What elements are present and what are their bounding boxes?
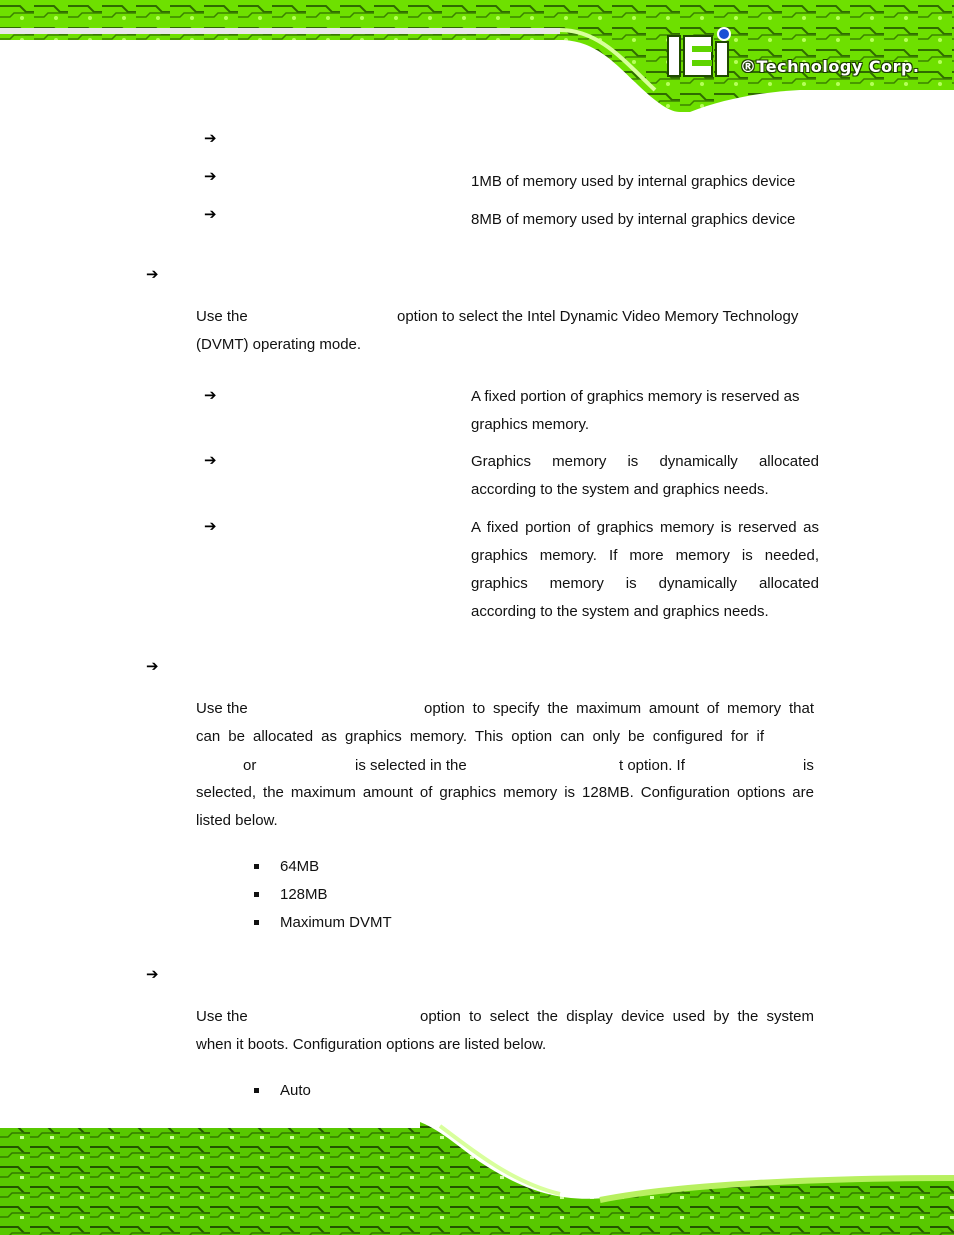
arrow-icon: ➔ xyxy=(204,451,217,469)
dvmt-size-line3-selected: is selected in the xyxy=(355,757,467,774)
dvmt-option-fixed: A fixed portion of graphics memory is reserved as graphics memory. xyxy=(471,388,800,433)
boot-display-line2: when it boots. Configuration options are listed below. xyxy=(196,1036,547,1053)
dvmt-mode-text-a: Use the xyxy=(196,308,248,325)
dvmt-size-text-a: Use the xyxy=(196,700,248,717)
arrow-icon: ➔ xyxy=(204,386,217,404)
boot-display-text-b: option to select the display device used by the system xyxy=(420,1008,814,1025)
bullet-icon xyxy=(254,892,259,897)
dvmt-option-dvmt: Graphics memory is dynamically allocated according to the system and graphics needs. xyxy=(471,453,819,498)
list-item: Maximum DVMT xyxy=(280,914,392,931)
dvmt-size-text-b: option to specify the maximum amount of memory that xyxy=(424,700,814,717)
list-item: 64MB xyxy=(280,858,320,875)
list-item: Auto xyxy=(280,1082,311,1099)
section-arrow-icon: ➔ xyxy=(146,265,159,283)
bullet-icon xyxy=(254,920,259,925)
dvmt-mode-text-line2: (DVMT) operating mode. xyxy=(196,336,362,353)
pcb-footer-art xyxy=(0,1122,954,1235)
dvmt-mode-text-b: option to select the Intel Dynamic Video Memory Technology xyxy=(397,308,799,325)
dvmt-option-both: A fixed portion of graphics memory is reserved as graphics memory. If more memory is needed, graphics memory is dynamically allocated according to the system and graphics needs. xyxy=(471,519,819,620)
arrow-icon: ➔ xyxy=(204,167,217,185)
dvmt-size-line3-option: t option. If xyxy=(619,757,685,774)
option-desc-8mb: 8MB of memory used by internal graphics device xyxy=(471,211,796,228)
arrow-icon: ➔ xyxy=(204,517,217,535)
bullet-icon xyxy=(254,864,259,869)
boot-display-text-a: Use the xyxy=(196,1008,248,1025)
footer-banner xyxy=(0,1122,954,1235)
dvmt-size-line2: can be allocated as graphics memory. This option can only be configured for if xyxy=(196,728,764,745)
list-item: 128MB xyxy=(280,886,328,903)
option-desc-1mb: 1MB of memory used by internal graphics device xyxy=(471,173,796,190)
dvmt-size-line4: selected, the maximum amount of graphics memory is 128MB. Configuration options are xyxy=(196,784,814,801)
dvmt-size-line3-is: is xyxy=(803,757,814,774)
dvmt-size-line5: listed below. xyxy=(196,812,278,829)
arrow-icon: ➔ xyxy=(204,129,217,147)
company-name: ®Technology Corp. xyxy=(740,57,920,76)
arrow-icon: ➔ xyxy=(204,205,217,223)
section-arrow-icon: ➔ xyxy=(146,965,159,983)
bullet-icon xyxy=(254,1088,259,1093)
dvmt-size-line3-or: or xyxy=(243,757,257,774)
section-arrow-icon: ➔ xyxy=(146,657,159,675)
